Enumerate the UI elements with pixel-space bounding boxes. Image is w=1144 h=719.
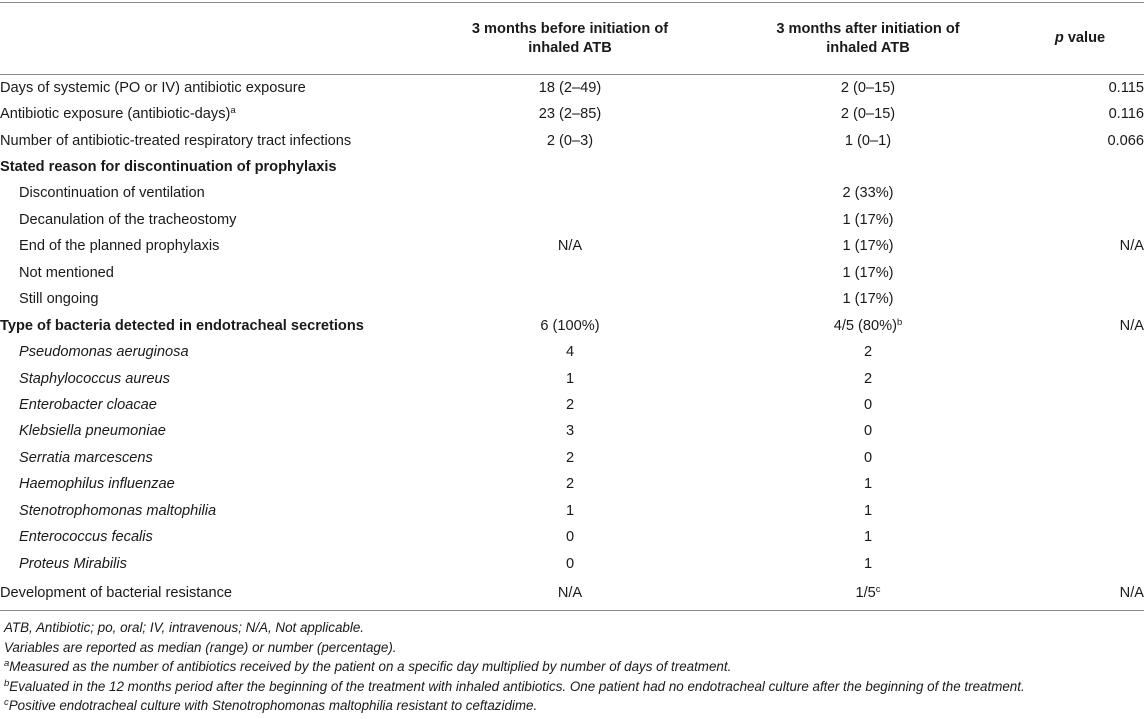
after-value-text: 1 (863, 555, 873, 572)
row-label-text: Still ongoing (19, 291, 99, 308)
after-value-text: 1/5 (855, 585, 876, 602)
row-label (0, 154, 420, 180)
row-label-text: Not mentioned (19, 264, 114, 281)
before-value (420, 445, 720, 471)
after-value-text: 0 (863, 423, 873, 440)
after-value (720, 524, 1016, 550)
table-row (0, 260, 1144, 286)
p-value-text: N/A (1119, 317, 1144, 334)
header-label-col (0, 3, 420, 75)
after-value-footnote-mark: c (875, 584, 881, 596)
after-value (720, 339, 1016, 365)
row-label-text: Proteus Mirabilis (19, 555, 127, 572)
before-value (420, 75, 720, 101)
table-row (0, 127, 1144, 153)
footnote-c (4, 696, 1134, 716)
p-value (1016, 392, 1144, 418)
row-label-text: Discontinuation of ventilation (19, 185, 205, 202)
p-value (1016, 75, 1144, 101)
table-row (0, 445, 1144, 471)
results-table (0, 2, 1144, 611)
table-row (0, 154, 1144, 180)
table-row (0, 286, 1144, 312)
table-row (0, 524, 1144, 550)
header-before-line1: 3 months before initiation of (471, 20, 669, 37)
after-value-text: 1 (863, 476, 873, 493)
before-value-text: 4 (565, 344, 575, 361)
after-value-text: 1 (17%) (842, 291, 894, 308)
after-value (720, 207, 1016, 233)
before-value (420, 471, 720, 497)
row-label-text: Staphylococcus aureus (19, 370, 170, 387)
row-label-footnote-mark: a (230, 105, 236, 117)
footnote-a-text: Measured as the number of antibiotics received by the patient on a specific day multiplied by number of days of treatment. (9, 659, 732, 674)
footnote-variables: Variables are reported as median (range) or number (percentage). (4, 639, 397, 655)
row-label (0, 180, 420, 206)
p-value (1016, 312, 1144, 338)
table-row (0, 312, 1144, 338)
after-value-footnote-mark: b (896, 316, 903, 328)
after-value-text: 1 (17%) (842, 211, 894, 228)
row-label (0, 127, 420, 153)
after-value-text: 1 (17%) (842, 264, 894, 281)
before-value-text: N/A (557, 585, 583, 602)
row-label (0, 339, 420, 365)
row-label (0, 233, 420, 259)
after-value-text: 2 (0–15) (840, 106, 896, 123)
footnote-b-mark: b (4, 677, 10, 689)
table-row (0, 339, 1144, 365)
before-value (420, 339, 720, 365)
after-value (720, 577, 1016, 611)
row-label (0, 75, 420, 101)
row-label (0, 312, 420, 338)
row-label-text: End of the planned prophylaxis (19, 238, 220, 255)
table-row (0, 498, 1144, 524)
after-value (720, 286, 1016, 312)
before-value (420, 524, 720, 550)
p-value (1016, 550, 1144, 576)
table-row (0, 577, 1144, 611)
footnote-b-text: Evaluated in the 12 months period after the beginning of the treatment with inhaled antibiotics. One patient had no endotracheal culture after the beginning of the treatment. (9, 678, 1025, 694)
after-value (720, 392, 1016, 418)
p-value (1016, 524, 1144, 550)
footnote-c-text: Positive endotracheal culture with Stenotrophomonas maltophilia resistant to ceftazidime. (8, 698, 538, 713)
table-row (0, 180, 1144, 206)
table-row (0, 207, 1144, 233)
row-label-text: Serratia marcescens (19, 449, 153, 466)
row-label-text: Antibiotic exposure (antibiotic-days) (0, 106, 231, 123)
footnote-a (4, 657, 1134, 677)
row-label (0, 392, 420, 418)
after-value (720, 365, 1016, 391)
table-footnotes (4, 618, 1134, 716)
p-value (1016, 471, 1144, 497)
after-value-text: 2 (0–15) (840, 79, 896, 96)
footnote-c-mark: c (4, 697, 9, 708)
before-value (420, 498, 720, 524)
row-label (0, 445, 420, 471)
before-value-text: 2 (565, 476, 575, 493)
before-value-text: N/A (557, 238, 583, 255)
row-label-text: Days of systemic (PO or IV) antibiotic exposure (0, 79, 306, 96)
after-value-text: 1 (863, 529, 873, 546)
before-value-text: 1 (565, 370, 575, 387)
header-after-line2: inhaled ATB (826, 39, 910, 56)
after-value-text: 1 (0–1) (844, 132, 892, 149)
before-value (420, 207, 720, 233)
after-value (720, 75, 1016, 101)
row-label-text: Stated reason for discontinuation of prophylaxis (0, 159, 337, 176)
table-row (0, 471, 1144, 497)
row-label (0, 524, 420, 550)
before-value-text: 2 (565, 449, 575, 466)
before-value-text: 2 (0–3) (546, 132, 594, 149)
after-value (720, 180, 1016, 206)
p-value (1016, 577, 1144, 611)
row-label-text: Klebsiella pneumoniae (19, 423, 166, 440)
before-value-text: 2 (565, 396, 575, 413)
after-value (720, 418, 1016, 444)
p-value (1016, 498, 1144, 524)
p-value (1016, 207, 1144, 233)
p-value (1016, 339, 1144, 365)
after-value (720, 233, 1016, 259)
before-value-text: 18 (2–49) (538, 79, 602, 96)
before-value (420, 101, 720, 127)
p-value (1016, 260, 1144, 286)
before-value (420, 418, 720, 444)
before-value (420, 365, 720, 391)
row-label (0, 498, 420, 524)
row-label-text: Enterobacter cloacae (19, 396, 157, 413)
p-value-text: N/A (1119, 585, 1144, 602)
row-label (0, 286, 420, 312)
footnote-a-mark: a (4, 658, 10, 669)
row-label-text: Pseudomonas aeruginosa (19, 344, 189, 361)
before-value (420, 233, 720, 259)
header-before (420, 3, 720, 75)
p-value (1016, 286, 1144, 312)
table-row (0, 75, 1144, 101)
after-value (720, 127, 1016, 153)
before-value-text: 0 (565, 555, 575, 572)
row-label (0, 550, 420, 576)
before-value (420, 260, 720, 286)
row-label (0, 365, 420, 391)
after-value-text: 2 (863, 344, 873, 361)
after-value-text: 2 (33%) (842, 185, 894, 202)
row-label (0, 260, 420, 286)
table-row (0, 418, 1144, 444)
row-label (0, 471, 420, 497)
table-row (0, 550, 1144, 576)
footnote-b (4, 677, 1134, 697)
table-body (0, 75, 1144, 611)
p-value-text: N/A (1119, 238, 1144, 255)
p-value (1016, 154, 1144, 180)
table-row (0, 101, 1144, 127)
before-value (420, 286, 720, 312)
before-value (420, 312, 720, 338)
before-value (420, 127, 720, 153)
p-value (1016, 127, 1144, 153)
p-value-text: 0.116 (1108, 106, 1144, 123)
before-value-text: 0 (565, 529, 575, 546)
before-value (420, 392, 720, 418)
after-value (720, 154, 1016, 180)
before-value (420, 577, 720, 611)
p-value-text: 0.066 (1107, 132, 1144, 149)
p-value (1016, 180, 1144, 206)
before-value-text: 1 (565, 502, 575, 519)
after-value (720, 550, 1016, 576)
after-value-text: 0 (863, 449, 873, 466)
row-label (0, 101, 420, 127)
p-value (1016, 365, 1144, 391)
p-value (1016, 233, 1144, 259)
p-value (1016, 418, 1144, 444)
table-row (0, 365, 1144, 391)
after-value-text: 4/5 (80%) (833, 317, 897, 334)
row-label-text: Haemophilus influenzae (19, 476, 175, 493)
p-value-text: 0.115 (1108, 79, 1144, 96)
after-value (720, 260, 1016, 286)
before-value-text: 23 (2–85) (538, 106, 602, 123)
after-value-text: 2 (863, 370, 873, 387)
before-value (420, 180, 720, 206)
header-p-value (1016, 3, 1144, 75)
row-label-text: Type of bacteria detected in endotracheal secretions (0, 317, 364, 334)
footnote-abbreviations: ATB, Antibiotic; po, oral; IV, intravenous; N/A, Not applicable. (4, 620, 364, 635)
after-value (720, 498, 1016, 524)
after-value-text: 1 (863, 502, 873, 519)
before-value (420, 550, 720, 576)
row-label-text: Enterococcus fecalis (19, 529, 153, 546)
row-label (0, 418, 420, 444)
row-label (0, 207, 420, 233)
row-label-text: Development of bacterial resistance (0, 585, 232, 602)
header-p-italic: p (1054, 30, 1064, 46)
row-label (0, 577, 420, 611)
header-p-rest: value (1063, 30, 1106, 46)
before-value (420, 154, 720, 180)
header-before-line2: inhaled ATB (528, 39, 612, 56)
header-after-line1: 3 months after initiation of (776, 20, 960, 37)
after-value (720, 471, 1016, 497)
p-value (1016, 101, 1144, 127)
before-value-text: 6 (100%) (540, 317, 600, 334)
table-row (0, 392, 1144, 418)
row-label-text: Number of antibiotic-treated respiratory tract infections (0, 132, 352, 149)
after-value (720, 312, 1016, 338)
after-value (720, 101, 1016, 127)
before-value-text: 3 (565, 423, 575, 440)
row-label-text: Decanulation of the tracheostomy (19, 211, 237, 228)
table-row (0, 233, 1144, 259)
after-value-text: 0 (863, 396, 873, 413)
row-label-text: Stenotrophomonas maltophilia (19, 502, 217, 519)
after-value (720, 445, 1016, 471)
table-header-row (0, 3, 1144, 75)
p-value (1016, 445, 1144, 471)
after-value-text: 1 (17%) (842, 238, 894, 255)
header-after (720, 3, 1016, 75)
